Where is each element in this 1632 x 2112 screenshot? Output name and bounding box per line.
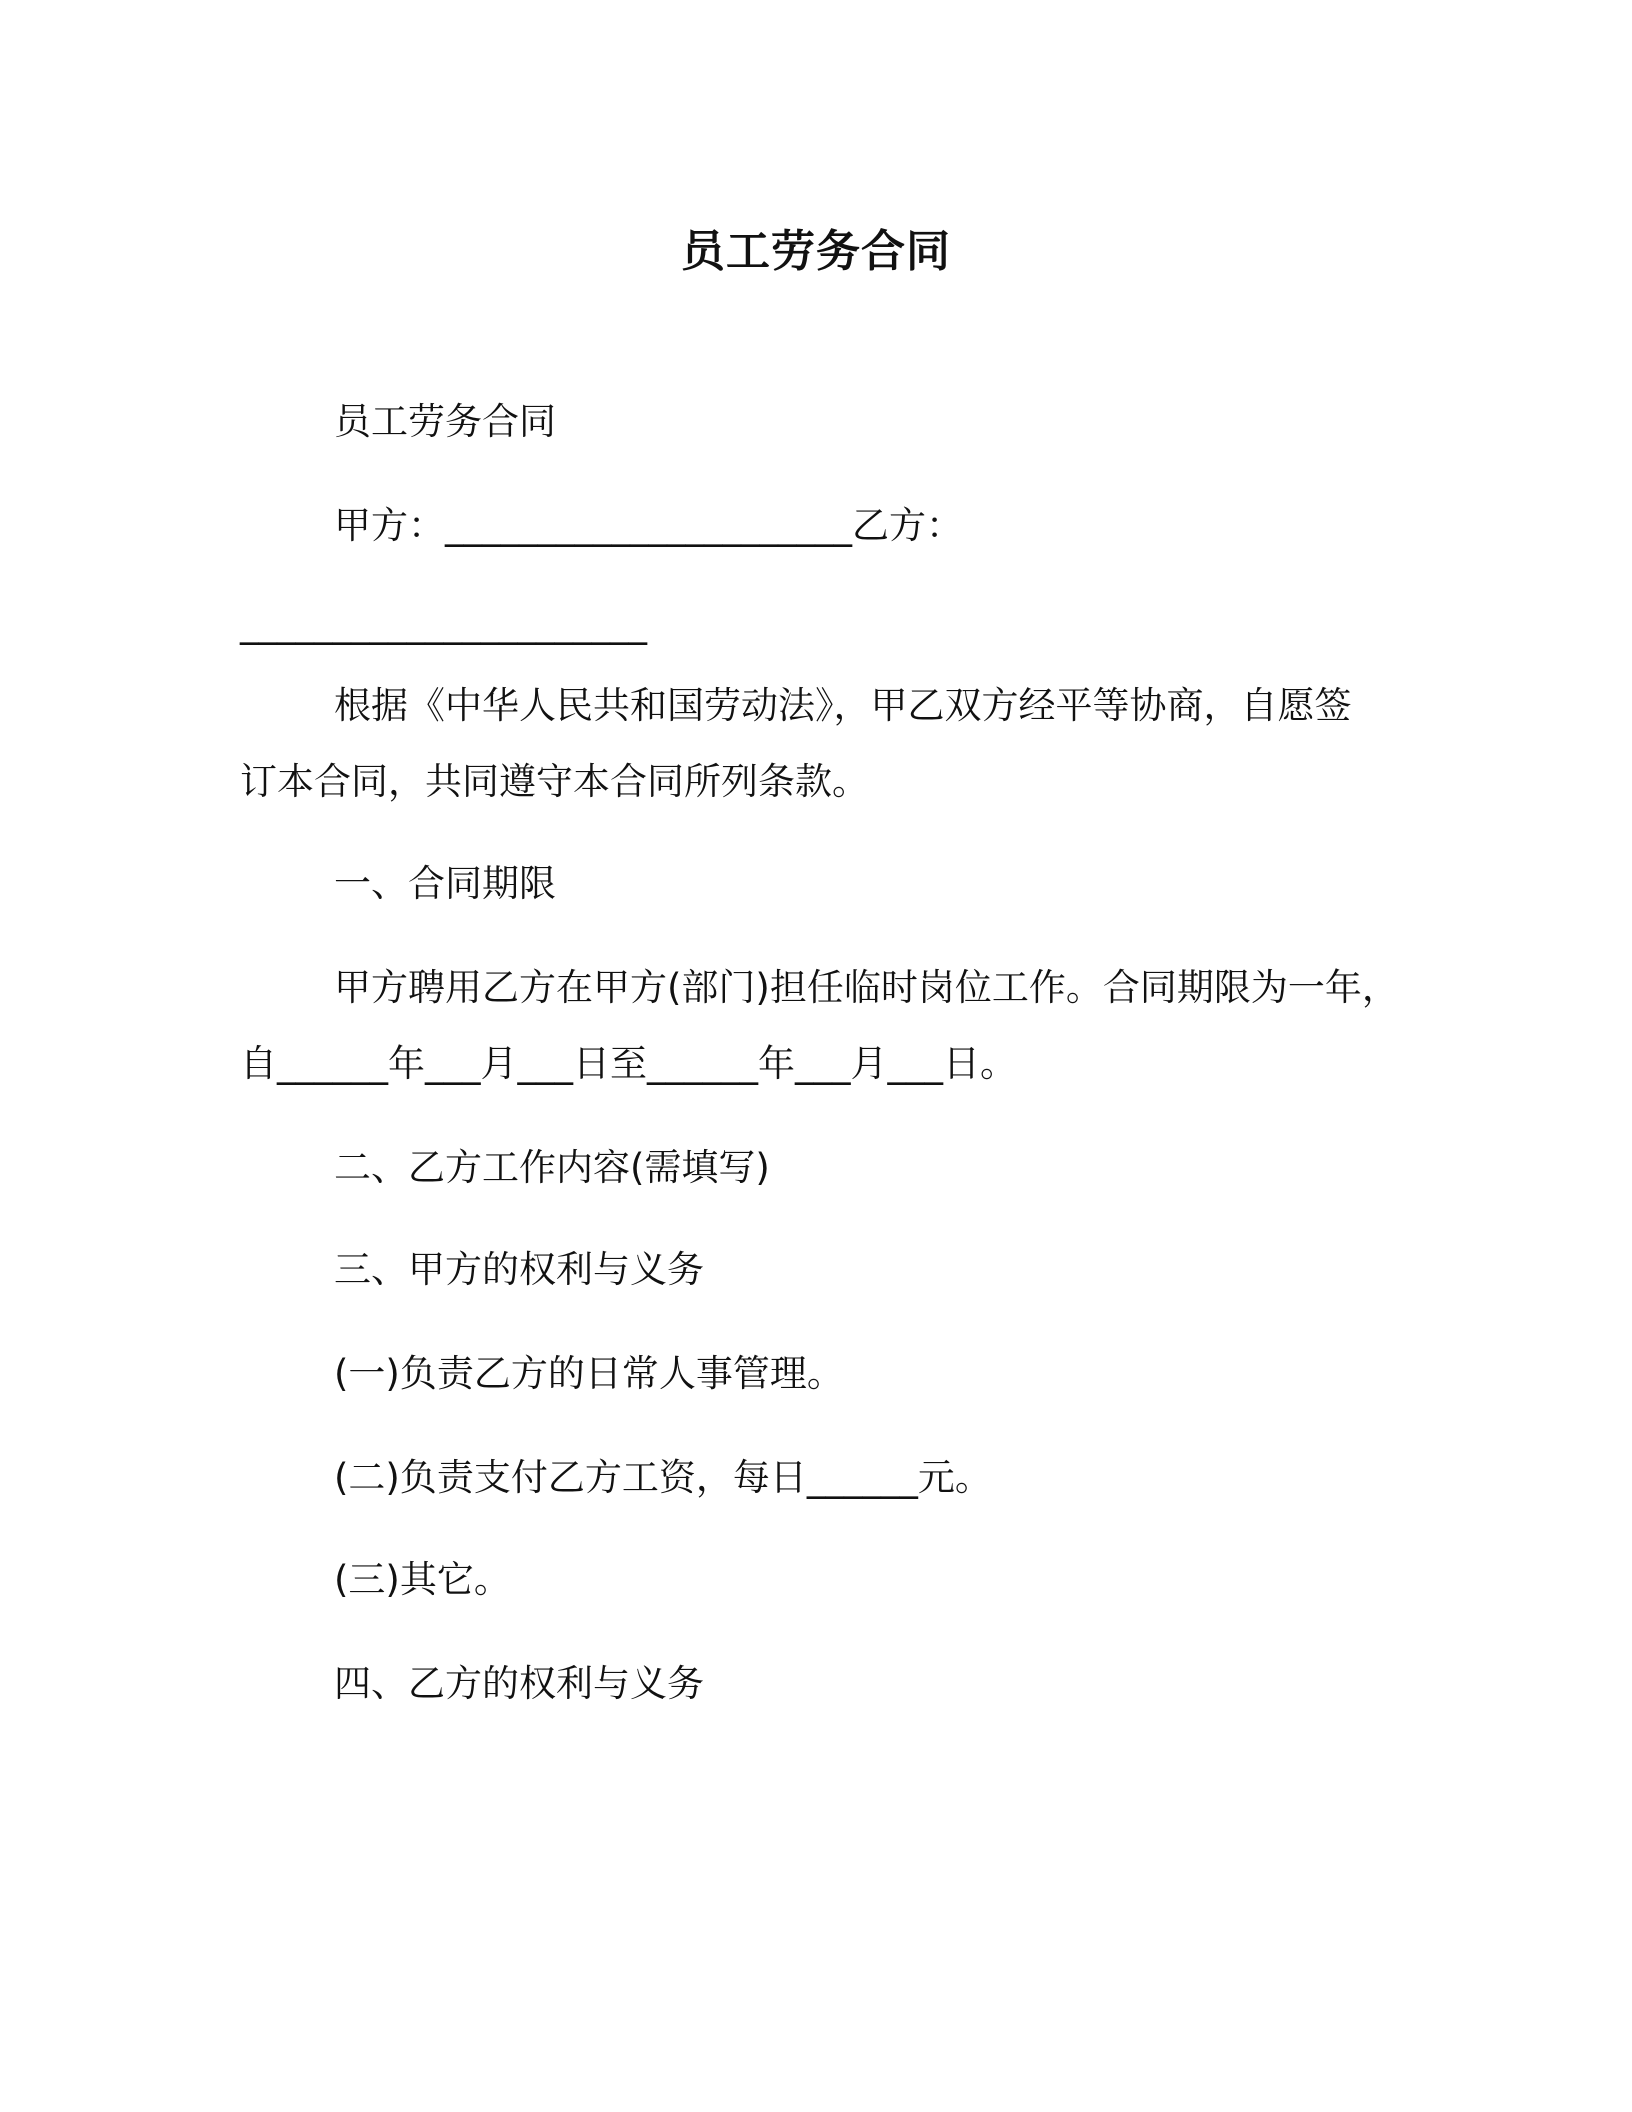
party-line: 甲方：______________________乙方： [334,504,963,547]
contract-subtitle: 员工劳务合同 [334,400,556,443]
party-blank-line: ______________________ [240,602,647,645]
section-heading-3: 三、甲方的权利与义务 [334,1248,704,1291]
section-heading-4: 四、乙方的权利与义务 [334,1662,704,1705]
clause-item-3: (三)其它。 [334,1558,511,1601]
preamble-line-2: 订本合同，共同遵守本合同所列条款。 [240,760,869,803]
section-heading-2: 二、乙方工作内容(需填写) [334,1146,770,1189]
clause-item-2: (二)负责支付乙方工资，每日______元。 [334,1456,992,1499]
preamble-line-1: 根据《中华人民共和国劳动法》，甲乙双方经平等协商，自愿签 [334,684,1352,727]
document-title: 员工劳务合同 [681,226,951,277]
term-line-1: 甲方聘用乙方在甲方(部门)担任临时岗位工作。合同期限为一年， [334,966,1399,1009]
section-heading-1: 一、合同期限 [334,862,556,905]
term-line-2: 自______年___月___日至______年___月___日。 [240,1042,1017,1085]
clause-item-1: (一)负责乙方的日常人事管理。 [334,1352,844,1395]
